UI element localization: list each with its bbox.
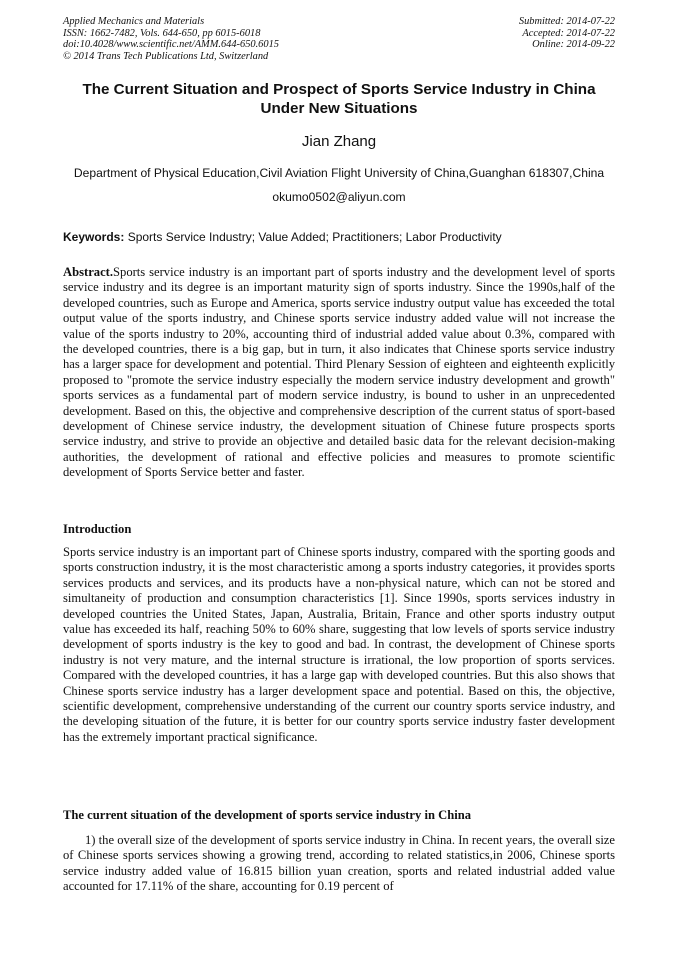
- abstract-text: Sports service industry is an important part of sports industry and the development level of sports service industry and its degree is an important maturity sign of sports industry. Since the 1990s,half of the developed countries, such as Europe and America, sports service industry output value has exceeded the total output value of the sports industry, and Chinese sports service industry added value will not increase the value of the sports industry to 20%, accounting third of industrial added value about 0.3%, compared with the developed countries, there is a big gap, but in turn, it also indicates that Chinese sports service industry has a larger space for development and potential. Third Plenary Session of eighteen and eighteenth explicitly proposed to "promote the service industry especially the modern service industry development and growth" sports services as a fundamental part of modern service industry, is bound to usher in an unprecedented development. Based on this, the objective and comprehensive description of the current status of sport-based development of Chinese service industry, the development situation of Chinese future prospects sports service industry, and strive to provide an objective and detailed basic data for the relevant decision-making authorities, the development of rational and effective policies and measures to promote scientific development of Sports Service better and faster.: [63, 265, 615, 480]
- abstract: [63, 265, 615, 481]
- abstract-label: Abstract.: [63, 265, 114, 279]
- paper-title-line-1: The Current Situation and Prospect of Sports Service Industry in China: [82, 81, 596, 98]
- author-email: okumo0502@aliyun.com: [272, 190, 406, 204]
- submitted-date: Submitted: 2014-07-22: [518, 16, 615, 27]
- online-date: Online: 2014-09-22: [532, 39, 615, 50]
- introduction-paragraph: Sports service industry is an important part of Chinese sports industry, compared with the sporting goods and sports construction industry, it is the most characteristic among a sports industry categories, it provides sports services products and services, and its products have a non-physical nature, which can not be stored and simultaneity of production and consumption characteristics [1]. Since 1990s, sports services industry in developed countries the United States, Japan, Australia, Britain, France and other sports industry output value has exceeded its half, reaching 50% to 60% share, suggesting that low levels of sports service industry development of sports industry is the key to good and bad. In contrast, the development of Chinese sports industry is not very mature, and the internal structure is irrational, the low proportion of sports services. Compared with the developed countries, it has a large gap with developed countries. But this also shows that Chinese sports service industry has a larger development space and potential. Based on this, the objective, scientific development, comprehensive understanding of the current our country sports service industry, and the developing situation of the future, it is better for our country sports service industry faster development has the extremely important practical significance.: [63, 545, 615, 744]
- current-situation-paragraph: 1) the overall size of the development of sports service industry in China. In recent years, the overall size of Chinese sports services showing a growing trend, according to related statistics,in 2006, Chinese sports service industry added value of 16.815 billion yuan creation, sports and related industrial added value accounted for 17.11% of the share, accounting for 0.19 percent of: [63, 833, 615, 894]
- author-name: Jian Zhang: [301, 133, 377, 150]
- journal-info: [63, 16, 279, 62]
- author-affiliation: Department of Physical Education,Civil Aviation Flight University of China,Guanghan 618307,China: [73, 166, 605, 180]
- journal-name: Applied Mechanics and Materials: [63, 16, 205, 27]
- section-heading-current-situation: The current situation of the development of sports service industry in China: [63, 808, 472, 822]
- keywords: [63, 230, 502, 244]
- keywords-text: Sports Service Industry; Value Added; Practitioners; Labor Productivity: [124, 230, 502, 244]
- accepted-date: Accepted: 2014-07-22: [522, 27, 615, 39]
- paper-title-line-2: Under New Situations: [260, 100, 418, 117]
- keywords-label: Keywords:: [63, 230, 125, 244]
- journal-doi: doi:10.4028/www.scientific.net/AMM.644-650.6015: [63, 39, 279, 50]
- journal-issn: ISSN: 1662-7482, Vols. 644-650, pp 6015-6018: [63, 27, 261, 39]
- section-heading-introduction: Introduction: [63, 522, 132, 536]
- paper-title: [40, 80, 638, 118]
- submission-dates: [519, 16, 615, 51]
- journal-copyright: © 2014 Trans Tech Publications Ltd, Switzerland: [63, 50, 269, 62]
